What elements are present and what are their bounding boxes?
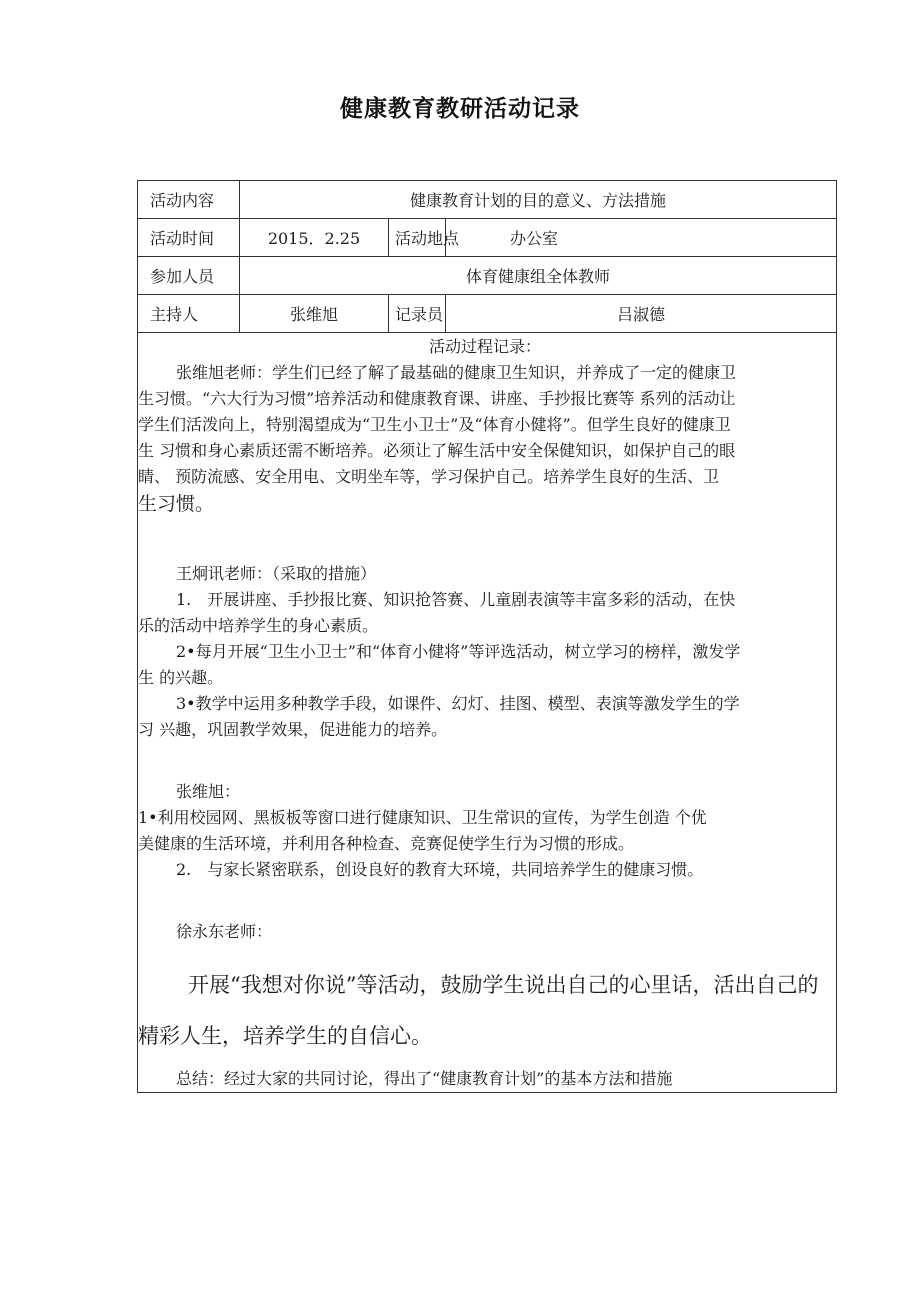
xu-teacher-line-2: 精彩人生，培养学生的自信心。 bbox=[138, 1024, 432, 1048]
summary-line: 总结：经过大家的共同讨论，得出了“健康教育计划”的基本方法和措施 bbox=[176, 1069, 673, 1088]
zhang-heading: 张维旭： bbox=[176, 782, 241, 801]
recorder-value: 吕淑德 bbox=[446, 295, 837, 333]
participants-label: 参加人员 bbox=[138, 257, 240, 295]
activity-place-value: 办公室 bbox=[446, 219, 837, 257]
wang-measure-3a: 3•教学中运用多种教学手段，如课件、幻灯、挂图、模型、表演等激发学生的学 bbox=[176, 694, 740, 713]
xu-teacher-heading: 徐永东老师： bbox=[176, 922, 273, 941]
zhang-teacher-line-6: 生习惯。 bbox=[138, 493, 215, 515]
zhang-teacher-line-3: 学生们活泼向上，特别渴望成为“卫生小卫士”及“体育小健将”。但学生良好的健康卫 bbox=[138, 415, 731, 434]
activity-content-label: 活动内容 bbox=[138, 181, 240, 219]
zhang-teacher-line-4: 生 习惯和身心素质还需不断培养。必须让了解生活中安全保健知识，如保护自己的眼 bbox=[138, 441, 736, 460]
zhang-measure-2: 2. 与家长紧密联系，创设良好的教育大环境，共同培养学生的健康习惯。 bbox=[176, 860, 704, 879]
wang-measure-3b: 习 兴趣，巩固教学效果，促进能力的培养。 bbox=[138, 720, 448, 739]
wang-measure-1a: 1. 开展讲座、手抄报比赛、知识抢答赛、儿童剧表演等丰富多彩的活动，在快 bbox=[176, 590, 736, 609]
zhang-teacher-line-1: 张维旭老师：学生们已经了解了最基础的健康卫生知识，并养成了一定的健康卫 bbox=[176, 363, 737, 382]
zhang-measure-1b: 美健康的生活环境，并利用各种检查、竞赛促使学生行为习惯的形成。 bbox=[138, 834, 635, 853]
host-value: 张维旭 bbox=[240, 295, 389, 333]
zhang-measure-1a: 1•利用校园网、黑板板等窗口进行健康知识、卫生常识的宣传，为学生创造 个优 bbox=[138, 808, 707, 827]
activity-place-label: 活动地点 bbox=[389, 219, 446, 257]
activity-content-value: 健康教育计划的目的意义、方法措施 bbox=[240, 181, 837, 219]
recorder-label: 记录员 bbox=[389, 295, 446, 333]
record-heading: 活动过程记录： bbox=[428, 337, 541, 356]
row-record bbox=[138, 333, 837, 1093]
row-activity-content bbox=[138, 181, 837, 219]
wang-measure-1b: 乐的活动中培养学生的身心素质。 bbox=[138, 616, 379, 635]
row-host bbox=[138, 295, 837, 333]
activity-process-record bbox=[138, 333, 837, 1093]
host-label: 主持人 bbox=[138, 295, 240, 333]
page-title: 健康教育教研活动记录 bbox=[340, 96, 580, 122]
participants-value: 体育健康组全体教师 bbox=[240, 257, 837, 295]
row-activity-time bbox=[138, 219, 837, 257]
zhang-teacher-line-5: 睛、 预防流感、安全用电、文明坐车等，学习保护自己。培养学生良好的生活、卫 bbox=[138, 467, 720, 486]
wang-measure-2b: 生 的兴趣。 bbox=[138, 668, 224, 687]
row-participants bbox=[138, 257, 837, 295]
xu-teacher-line-1: 开展“我想对你说”等活动，鼓励学生说出自己的心里话，活出自己的 bbox=[188, 973, 819, 997]
wang-teacher-heading: 王炯讯老师：（采取的措施） bbox=[176, 564, 377, 583]
activity-time-value: 2015．2.25 bbox=[240, 219, 389, 257]
activity-record-table bbox=[137, 180, 837, 1093]
activity-time-label: 活动时间 bbox=[138, 219, 240, 257]
zhang-teacher-line-2: 生习惯。“六大行为习惯”培养活动和健康教育课、讲座、手抄报比赛等 系列的活动让 bbox=[138, 389, 736, 408]
wang-measure-2a: 2•每月开展“卫生小卫士”和“体育小健将”等评选活动，树立学习的榜样，激发学 bbox=[176, 642, 741, 661]
